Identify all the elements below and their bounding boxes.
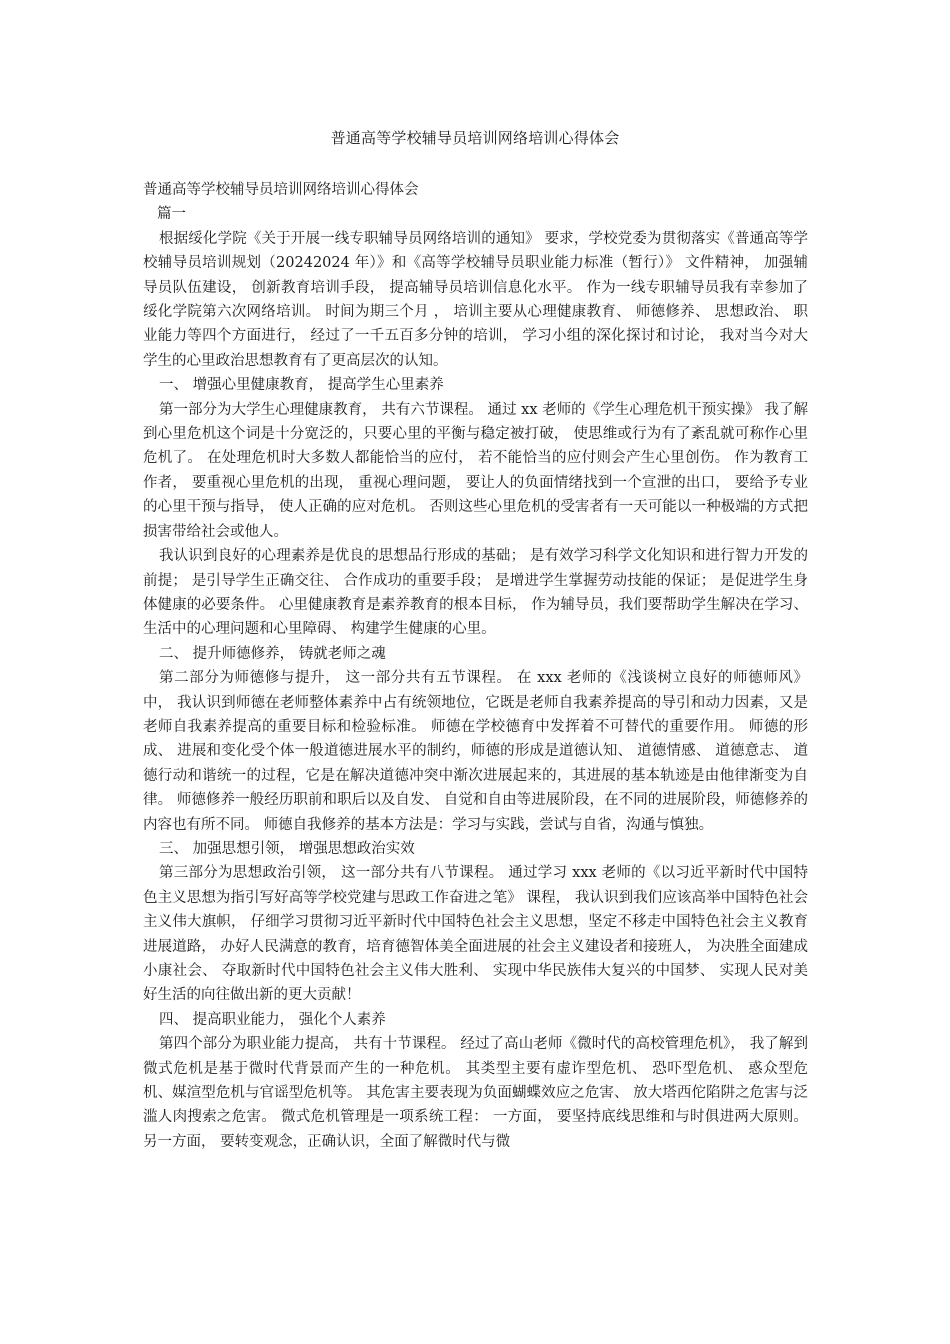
document-body: [143, 178, 808, 1154]
page-title: 普通高等学校辅导员培训网络培训心得体会: [330, 129, 620, 147]
section-4-paragraph-1: 第四个部分为职业能力提高， 共有十节课程。 经过了高山老师《微时代的高校管理危机》， 我了解到微式危机是基于微时代背景而产生的一种危机。 其类型主要有虚诈型危机、 恐吓型危机、 惑众型危 机、媒渲型危机与官谣型危机等。 其危害主要表现为负面蝴蝶效应之危害、 放大塔西佗陷阱之危害与泛滥人肉搜索之危害。 微式危机管理是一项系统工程： 一方面， 要坚持底线思维和与时俱进两大原则。 另一方面， 要转变观念，正确认识，全面了解微时代与微: [143, 1036, 808, 1150]
section-heading-3: 三、 加强思想引领， 增强思想政治实效: [159, 840, 415, 857]
part-label: 篇一: [157, 206, 186, 223]
section-3-paragraph-1: 第三部分为思想政治引领， 这一部分共有八节课程。 通过学习 xxx 老师的《以习近平新时代中国特色主义思想为指引写好高等学校党建与思政工作奋进之笔》 课程， 我认识到我们应该高举中国特色社会主义伟大旗帜， 仔细学习贯彻习近平新时代中国特色社会主义思想，坚定不移走中国特色社会主义教育进展道路， 办好人民满意的教育，培育德智体美全面进展的社会主义建设者和接班人， 为决胜全面建成小康社会、 夺取新时代中国特色社会主义伟大胜利、 实现中华民族伟大复兴的中国梦、 实现人民对美好生活的向往做出新的更大贡献！: [143, 865, 808, 1004]
section-2-paragraph-1: 第二部分为师德修与提升， 这一部分共有五节课程。 在 xxx 老师的《浅谈树立良好的师德师风》 中， 我认识到师德在老师整体素养中占有统领地位，它既是老师自我素养提高的导引和动力因素，又是老师自我素养提高的重要目标和检验标准。 师德在学校德育中发挥着不可替代的重要作用。 师德的形成、 进展和变化受个体一般道德进展水平的制约，师德的形成是道德认知、 道德情感、 道德意志、 道德行动和谐统一的过程，它是在解决道德冲突中渐次进展起来的，其进展的基本轨迹是由他律渐变为自律。 师德修养一般经历职前和职后以及自发、 自觉和自由等进展阶段，在不同的进展阶段，师德修养的内容也有所不同。 师德自我修养的基本方法是：学习与实践，尝试与自省，沟通与慎独。: [143, 670, 808, 833]
section-heading-1: 一、 增强心里健康教育， 提高学生心里素养: [159, 377, 444, 394]
section-heading-2: 二、 提升师德修养， 铸就老师之魂: [159, 645, 386, 662]
section-1-paragraph-2: 我认识到良好的心理素养是优良的思想品行形成的基础； 是有效学习科学文化知识和进行智力开发的前提； 是引导学生正确交往、 合作成功的重要手段； 是增进学生掌握劳动技能的保证； 是促进学生身体健康的必要条件。 心里健康教育是素养教育的根本目标， 作为辅导员，我们要帮助学生解决在学习、 生活中的心理问题和心里障碍、 构建学生健康的心里。: [143, 548, 808, 638]
document-subtitle: 普通高等学校辅导员培训网络培训心得体会: [143, 182, 419, 198]
intro-paragraph: 根据绥化学院《关于开展一线专职辅导员网络培训的通知》 要求，学校党委为贯彻落实《普通高等学校辅导员培训规划（20242024 年）》和《高等学校辅导员职业能力标准（暂行）》 文件精神， 加强辅导员队伍建设， 创新教育培训手段， 提高辅导员培训信息化水平。 作为一线专职辅导员我有幸参加了绥化学院第六次网络培训。 时间为期三个月 ， 培训主要从心理健康教育、 师德修养、 思想政治、 职业能力等四个方面进行， 经过了一千五百多分钟的培训， 学习小组的深化探讨和讨论， 我对当今对大学生的心里政治思想教育有了更高层次的认知。: [143, 230, 808, 369]
section-heading-4: 四、 提高职业能力， 强化个人素养: [159, 1011, 386, 1028]
section-1-paragraph-1: 第一部分为大学生心理健康教育， 共有六节课程。 通过 xx 老师的《学生心理危机干预实操》 我了解到心里危机这个词是十分宽泛的，只要心里的平衡与稳定被打破， 使思维或行为有了紊乱就可称作心里危机了。 在处理危机时大多数人都能恰当的应付， 若不能恰当的应付则会产生心里创伤。 作为教育工作者， 要重视心里危机的出现， 重视心理问题， 要让人的负面情绪找到一个宣泄的出口， 要给予专业的心里干预与指导， 使人正确的应对危机。 否则这些心里危机的受害者有一天可能以一种极端的方式把损害带给社会或他人。: [143, 401, 808, 540]
